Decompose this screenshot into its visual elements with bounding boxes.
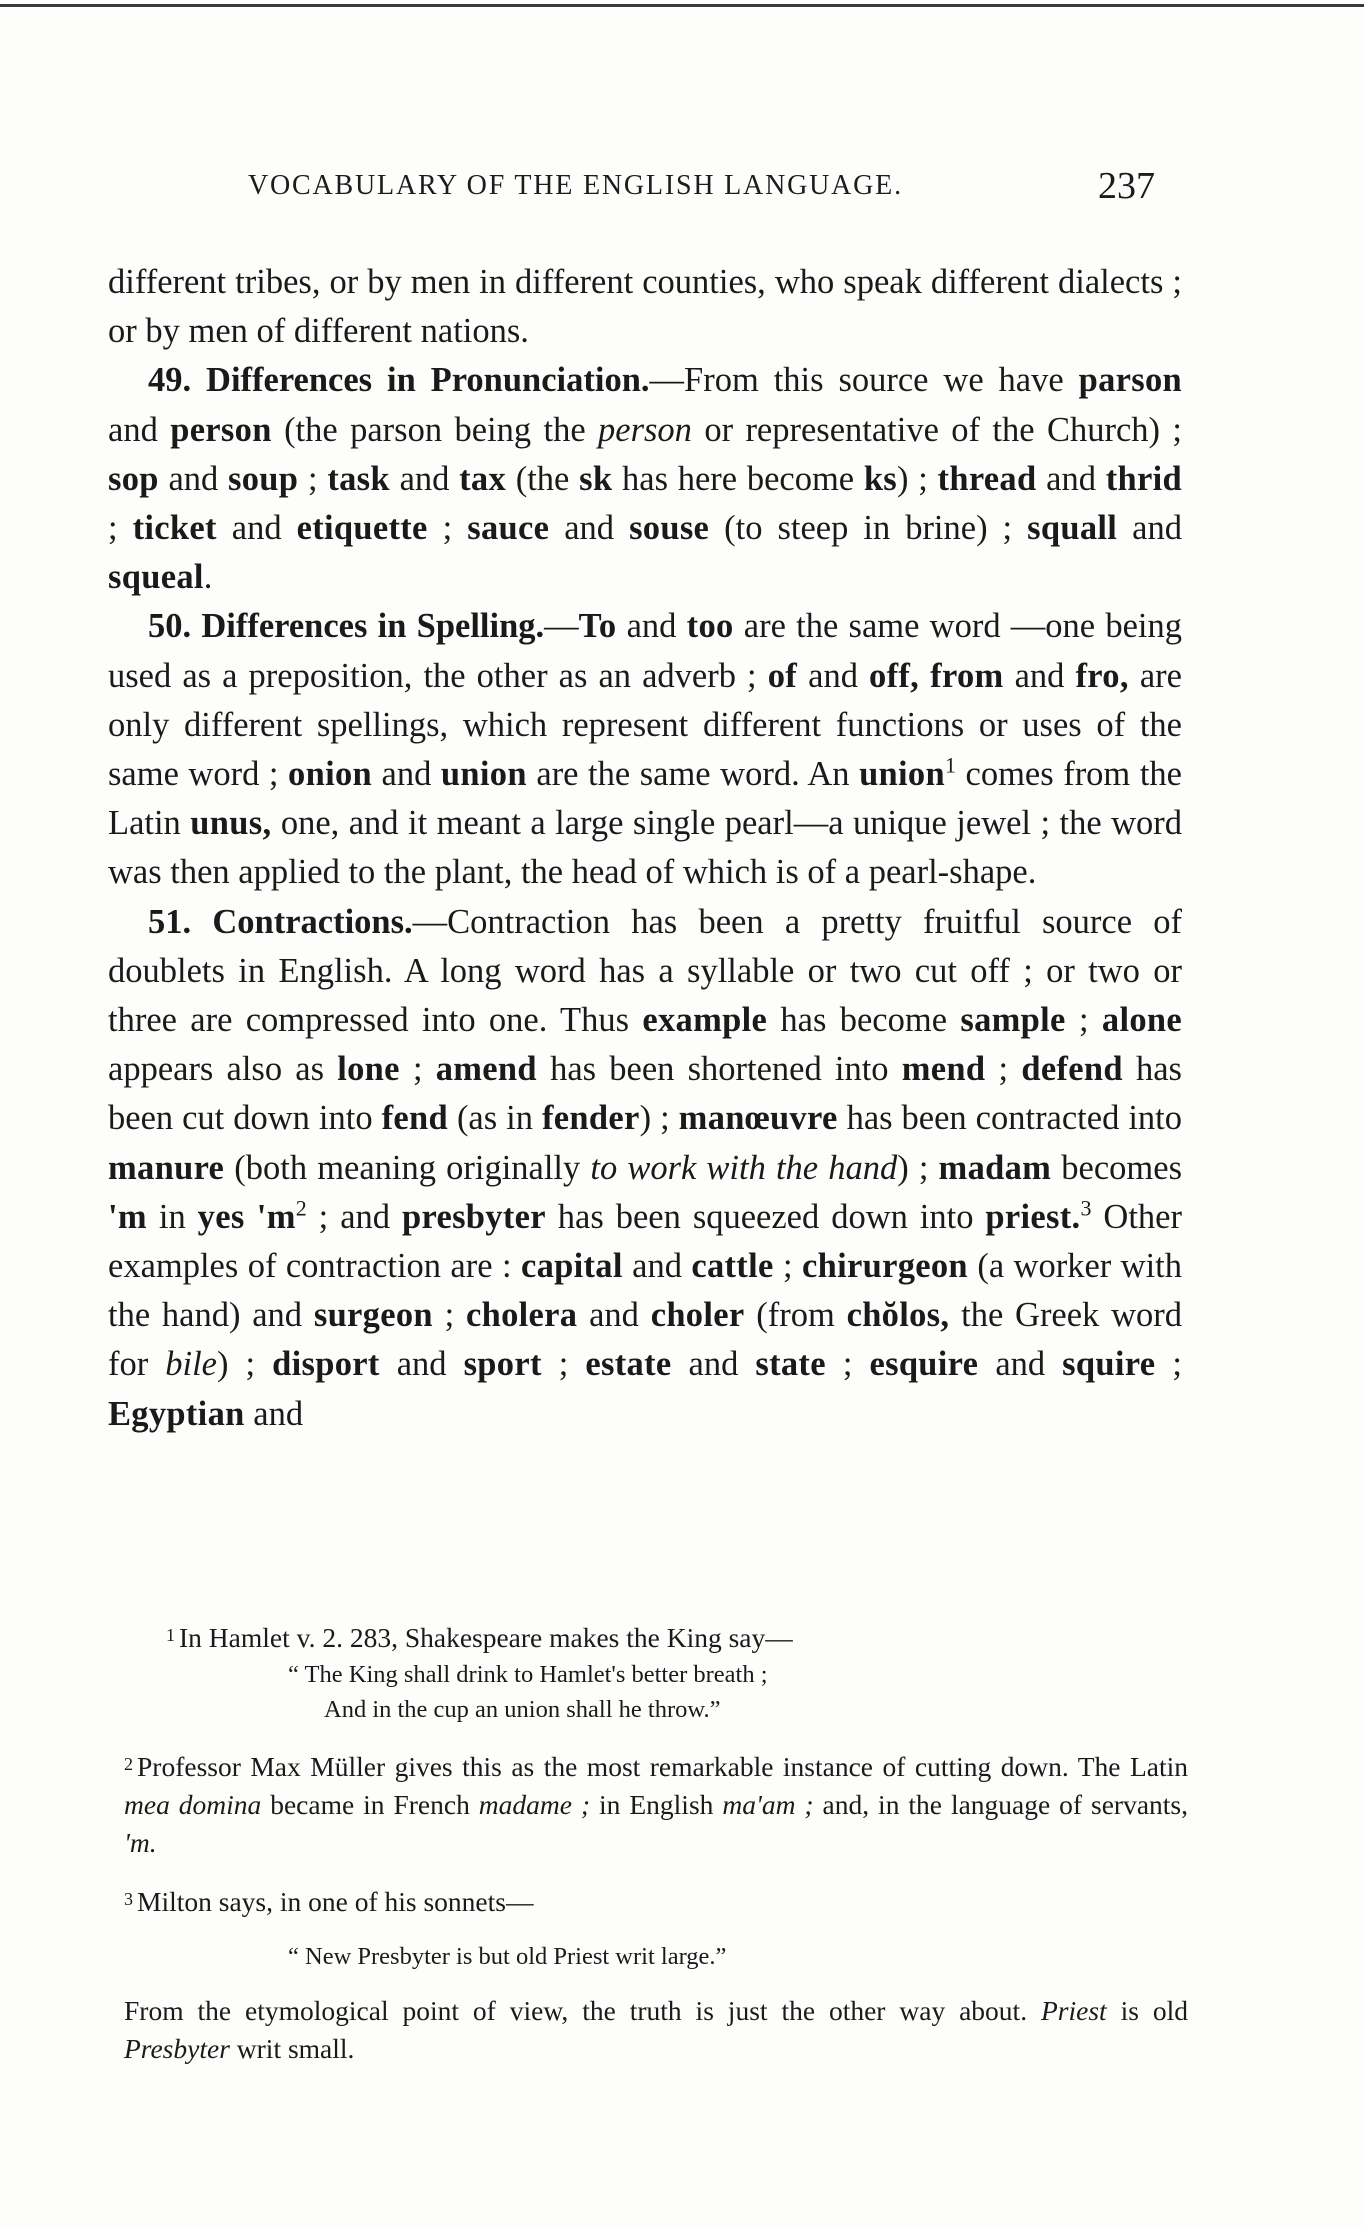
section-number: 49. xyxy=(148,361,192,400)
section-number: 50. xyxy=(148,607,192,646)
footnote-ref: 3 xyxy=(1080,1195,1092,1221)
section-50: 50. Differences in Spelling.—To and too are the same word —one being used as a preposition, the other as an adverb ; of and off, from and fro, are only different spellings, which represent different functions or uses of the same word ; onion and union are the same word. An union$^1$ comes from the Latin unus, one, and it meant a large single pearl—a unique jewel ; the word was then applied to the plant, the head of which is of a pearl-shape. xyxy=(108,607,1183,892)
page-number: 237 xyxy=(1098,165,1155,207)
section-heading: Differences in Spelling. xyxy=(201,607,545,646)
paragraph-continuation: different tribes, or by men in different counties, who speak different dialects ; or by men of different nations. xyxy=(108,263,1182,351)
footnote-3-quote: “ New Presbyter is but old Priest writ large.” xyxy=(288,1943,727,1970)
footnote-number: 3 xyxy=(124,1889,133,1909)
section-number: 51. xyxy=(148,902,192,941)
body-text xyxy=(108,258,1182,1439)
section-49: 49. Differences in Pronunciation.—From this source we have parson and person (the parson being the person or representative of the Church) ; sop and soup ; task and tax (the sk has here become ks) ; thread and thrid ; ticket and etiquette ; sauce and souse (to steep in brine) ; squall and squeal. xyxy=(108,361,1182,597)
section-heading: Contractions. xyxy=(212,902,413,941)
footnote-1-intro: $^1$ In Hamlet v. 2. 283, Shakespeare makes the King say— xyxy=(166,1622,793,1653)
footnote-3-text: From the etymological point of view, the truth is just the other way about. Priest is old Presbyter writ small. xyxy=(124,1995,1188,2064)
footnote-3-intro: $^3$ Milton says, in one of his sonnets— xyxy=(124,1886,534,1917)
footnote-number: 2 xyxy=(124,1754,133,1774)
running-head: VOCABULARY OF THE ENGLISH LANGUAGE. xyxy=(248,170,903,201)
footnote-2: $^2$ Professor Max Müller gives this as the most remarkable instance of cutting down. The Latin mea domina became in French madame ; in English ma'am ; and, in the language of servants, 'm. xyxy=(124,1751,1188,1858)
footnotes xyxy=(124,1616,1188,2068)
footnote-number: 1 xyxy=(166,1625,175,1645)
top-edge-rule xyxy=(0,4,1364,7)
section-heading: Differences in Pronunciation. xyxy=(206,361,650,400)
footnote-1-quote-line-1: “ The King shall drink to Hamlet's better breath ; xyxy=(288,1661,768,1688)
footnote-ref: 1 xyxy=(944,752,956,778)
footnote-ref: 2 xyxy=(295,1195,307,1221)
section-51: 51. Contractions.—Contraction has been a pretty fruitful source of doublets in English. A long word has a syllable or two cut off ; or two or three are compressed into one. Thus example has become sample ; alone appears also as lone ; amend has been shortened into mend ; defend has been cut down into fend (as in fender) ; manœuvre has been contracted into manure (both meaning originally to work with the hand) ; madam becomes 'm in yes '$m^2$ ; and presbyter has been squeezed down into priest.$^3$ Other examples of contraction are : capital and cattle ; chirurgeon (a worker with the hand) and surgeon ; cholera and choler (from chŏlos, the Greek word for bile) ; disport and sport ; estate and state ; esquire and squire ; Egyptian and xyxy=(108,902,1183,1433)
footnote-1-quote-line-2: And in the cup an union shall he throw.” xyxy=(324,1696,721,1723)
